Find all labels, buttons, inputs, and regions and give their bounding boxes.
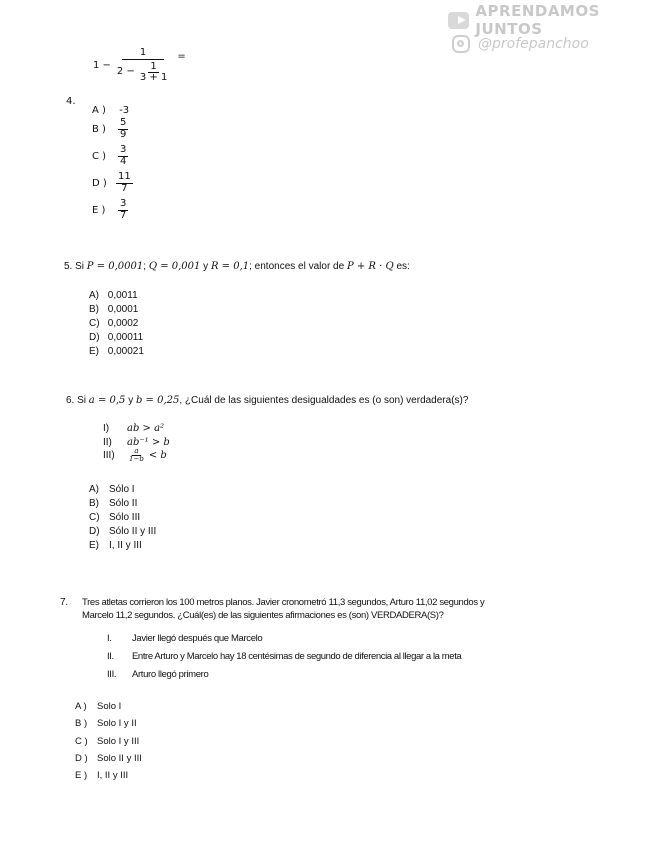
option-value: Solo I y III — [97, 736, 140, 747]
q5-r: R = 0,1 — [210, 261, 250, 272]
statement-math: ab > a² — [127, 423, 165, 434]
q6-statement-1 — [103, 423, 164, 434]
q7-option-d — [75, 753, 142, 764]
option-letter: D ) — [92, 177, 107, 189]
option-value: Solo I y II — [97, 718, 137, 729]
option-value: I, II y III — [97, 770, 129, 781]
fraction-den: 1−b — [129, 455, 144, 464]
option-value: 0,00011 — [107, 332, 144, 343]
watermark-handle: @profepanchoo — [478, 36, 589, 52]
option-letter: D) — [89, 332, 100, 343]
q4-expr-lead: 1 − — [93, 60, 111, 72]
q5-option-a — [89, 290, 138, 301]
q6-option-e — [89, 540, 142, 551]
option-letter: D) — [89, 526, 100, 537]
q7-option-b — [75, 718, 137, 729]
option-value: 0,0001 — [107, 304, 139, 315]
q6-option-a — [89, 484, 135, 495]
option-value: I, II y III — [109, 540, 142, 551]
q6-option-d — [89, 526, 156, 537]
watermark — [448, 2, 638, 56]
option-fraction — [118, 199, 128, 221]
fraction-num: 3 — [120, 144, 127, 155]
q5-q: Q = 0,001 — [148, 261, 201, 272]
option-fraction — [118, 145, 128, 167]
option-fraction — [118, 118, 128, 140]
statement-roman: I) — [103, 423, 110, 434]
q4-inner-fraction — [138, 62, 169, 84]
q5-y: y — [203, 261, 209, 272]
option-letter: C ) — [92, 150, 107, 162]
q5-expr: P + R · Q — [346, 261, 394, 272]
q7-line-2: Marcelo 11,2 segundos. ¿Cuál(es) de las siguientes afirmaciones es (son) VERDADERA(S)? — [82, 610, 444, 621]
q7-option-a — [75, 701, 121, 712]
q5-sep: ; — [143, 261, 147, 272]
option-letter: C ) — [75, 736, 88, 747]
q4-expression — [93, 48, 186, 84]
statement-text: Arturo llegó primero — [132, 669, 209, 680]
watermark-brand: APRENDAMOS JUNTOS — [475, 2, 600, 38]
q6-statement-3 — [103, 448, 167, 464]
q6-y: y — [128, 395, 134, 406]
q5-p: P = 0,0001 — [86, 261, 144, 272]
fraction-den: 7 — [121, 182, 128, 194]
q7-option-e — [75, 770, 128, 781]
option-value: 0,0002 — [107, 318, 139, 329]
q4-number: 4. — [66, 96, 76, 107]
option-value: Solo I — [97, 701, 122, 712]
q5-stem — [64, 261, 410, 272]
option-letter: C) — [89, 512, 100, 523]
fraction-num: 5 — [120, 117, 127, 128]
option-fraction — [116, 172, 133, 194]
option-letter: E ) — [92, 204, 106, 216]
q4-inner-den: 3 + 1 — [139, 72, 168, 83]
q6-prefix: 6. Si — [66, 395, 87, 406]
fraction-den: 4 — [120, 155, 127, 167]
q5-option-b — [89, 304, 138, 315]
option-letter: B) — [89, 304, 99, 315]
q4-inner-num: 1 — [150, 60, 157, 72]
q4-option-d — [92, 172, 133, 194]
fraction-num: 11 — [118, 171, 131, 182]
option-value: 0,00021 — [107, 346, 144, 357]
q6-b: b = 0,25 — [135, 395, 180, 406]
fraction-den: 9 — [120, 128, 127, 140]
q6-question: , ¿Cuál de las siguientes desigualdades es (o son) verdadera(s)? — [179, 395, 469, 406]
q6-option-c — [89, 512, 140, 523]
option-letter: A) — [89, 290, 99, 301]
option-letter: B ) — [75, 718, 88, 729]
q4-option-b — [92, 118, 128, 140]
option-letter: B ) — [92, 123, 106, 135]
statement-roman: III) — [103, 450, 115, 462]
q4-outer-num: 1 — [122, 48, 164, 60]
q4-inner-lead: 2 − — [116, 66, 135, 78]
q5-mid: ; entonces el valor de — [249, 261, 345, 272]
statement-text: Javier llegó después que Marcelo — [132, 633, 263, 644]
q4-option-e — [92, 199, 128, 221]
statement-fraction — [127, 448, 146, 464]
option-letter: A) — [89, 484, 99, 495]
option-letter: A ) — [92, 105, 106, 116]
statement-roman: II. — [107, 651, 114, 662]
fraction-num: a — [134, 447, 139, 455]
q5-suffix: es: — [396, 261, 410, 272]
q7-statement-3 — [107, 669, 208, 680]
option-letter: E) — [89, 540, 99, 551]
q5-option-d — [89, 332, 143, 343]
statement-roman: I. — [107, 633, 112, 644]
q6-option-b — [89, 498, 137, 509]
q4-outer-den — [115, 60, 171, 84]
q7-number: 7. — [60, 597, 68, 608]
play-icon — [448, 12, 469, 29]
instagram-icon — [452, 35, 470, 53]
statement-math: ab⁻¹ > b — [127, 437, 170, 448]
fraction-den: 7 — [120, 209, 127, 221]
statement-tail: < b — [148, 450, 167, 462]
q4-option-c — [92, 145, 128, 167]
option-value: -3 — [119, 105, 130, 116]
q4-option-a — [92, 105, 129, 116]
statement-roman: III. — [107, 669, 117, 680]
option-value: 0,0011 — [107, 290, 138, 301]
option-letter: D ) — [75, 753, 88, 764]
q6-stem — [66, 395, 468, 406]
q7-option-c — [75, 736, 139, 747]
q5-prefix: 5. Si — [64, 261, 85, 272]
q4-equals: = — [177, 51, 186, 63]
option-letter: A ) — [75, 701, 87, 712]
q7-statement-2 — [107, 651, 461, 662]
q5-option-e — [89, 346, 144, 357]
option-value: Sólo II — [109, 498, 138, 509]
option-value: Sólo III — [109, 512, 141, 523]
option-value: Solo II y III — [97, 753, 142, 764]
option-letter: C) — [89, 318, 100, 329]
option-value: Sólo II y III — [109, 526, 157, 537]
q6-a: a = 0,5 — [88, 395, 126, 406]
q5-option-c — [89, 318, 138, 329]
q4-outer-fraction — [115, 48, 171, 84]
q7-line-1: Tres atletas corrieron los 100 metros planos. Javier cronometró 11,3 segundos, Arturo 11,02 segundos y — [82, 597, 485, 608]
option-letter: E) — [89, 346, 99, 357]
fraction-num: 3 — [120, 198, 127, 209]
option-letter: E ) — [75, 770, 88, 781]
statement-text: Entre Arturo y Marcelo hay 18 centésimas de segundo de diferencia al llegar a la meta — [132, 651, 462, 662]
q7-statement-1 — [107, 633, 262, 644]
statement-roman: II) — [103, 437, 112, 448]
watermark-brand-row — [448, 2, 638, 38]
option-value: Sólo I — [109, 484, 135, 495]
option-letter: B) — [89, 498, 99, 509]
